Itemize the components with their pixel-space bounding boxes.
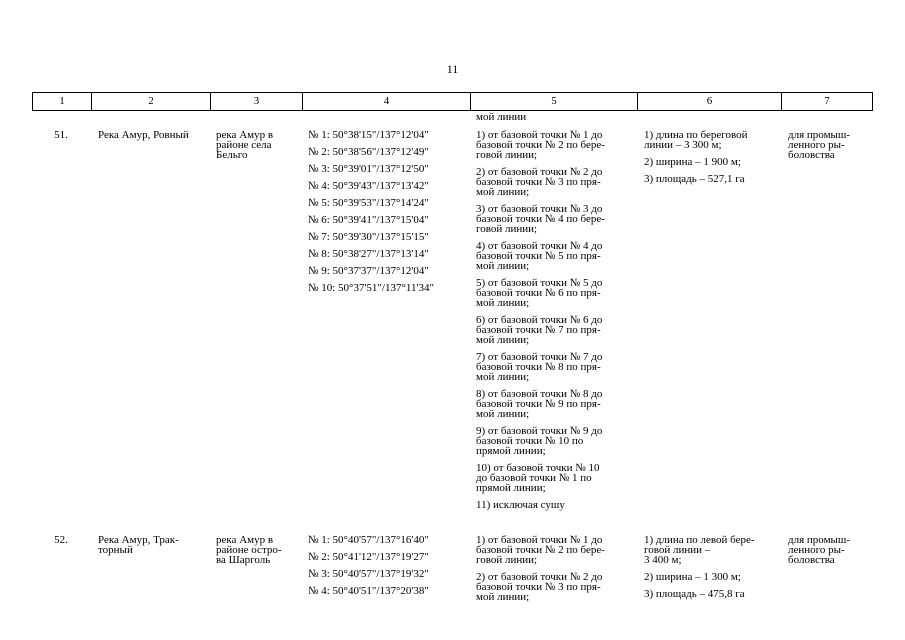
coordinate-entry: № 7: 50°39'30"/137°15'15"	[308, 231, 429, 243]
header-col-7: 7	[824, 95, 830, 107]
boundary-description	[476, 130, 636, 517]
text-line: районе остро-	[216, 544, 282, 556]
text-line: боловства	[788, 149, 835, 161]
text-line: 3) от базовой точки № 3 до	[476, 203, 603, 215]
text-line: ленного ры-	[788, 544, 845, 556]
text-line: 3 400 м;	[644, 554, 682, 566]
water-body-name	[98, 535, 210, 555]
text-line: прямой линии;	[476, 482, 546, 494]
text-line: для промыш-	[788, 129, 851, 141]
water-body-name	[98, 130, 210, 140]
boundary-segment	[476, 426, 636, 456]
header-col-5: 5	[471, 93, 638, 110]
carry-over-text: мой линии	[476, 111, 527, 123]
text-line: прямой линии;	[476, 445, 546, 457]
page-number: 11	[446, 62, 459, 76]
location	[216, 130, 302, 160]
parameter	[644, 572, 784, 582]
text-line: 3) площадь – 475,8 га	[644, 588, 745, 600]
text-line: 1) длина по левой бере-	[644, 534, 755, 546]
text-line: 9) от базовой точки № 9 до	[476, 425, 603, 437]
boundary-segment	[476, 167, 636, 197]
text-line: 2) от базовой точки № 2 до	[476, 571, 603, 583]
text-line: река Амур в	[216, 129, 274, 141]
text-line: базовой точки № 4 по бере-	[476, 213, 605, 225]
text-line: говой линии;	[476, 223, 538, 235]
text-line: мой линии;	[476, 260, 530, 272]
coordinate-entry: № 3: 50°39'01"/137°12'50"	[308, 163, 429, 175]
text-line: 11) исключая сушу	[476, 499, 565, 511]
text-line: базовой точки № 3 по пря-	[476, 581, 601, 593]
text-line: базовой точки № 6 по пря-	[476, 287, 601, 299]
text-line: река Амур в	[216, 534, 274, 546]
text-line: Река Амур, Ровный	[98, 129, 189, 141]
coordinate-entry: № 4: 50°39'43"/137°13'42"	[308, 180, 429, 192]
text-line: базовой точки № 5 по пря-	[476, 250, 601, 262]
text-line: 5) от базовой точки № 5 до	[476, 277, 603, 289]
table-header	[32, 92, 873, 111]
text-line: 1) длина по береговой	[644, 129, 748, 141]
header-col-1: 1	[33, 93, 92, 110]
coordinate-entry: № 10: 50°37'51"/137°11'34"	[308, 282, 434, 294]
text-line: 1) от базовой точки № 1 до	[476, 534, 603, 546]
boundary-segment	[476, 130, 636, 160]
coordinate-entry: № 4: 50°40'51"/137°20'38"	[308, 585, 429, 597]
text-line: базовой точки № 9 по пря-	[476, 398, 601, 410]
coordinate-entry: № 3: 50°40'57"/137°19'32"	[308, 568, 429, 580]
text-line: линии – 3 300 м;	[644, 139, 722, 151]
text-line: базовой точки № 3 по пря-	[476, 176, 601, 188]
coordinate-entry: № 1: 50°40'57"/137°16'40"	[308, 534, 429, 546]
text-line: 4) от базовой точки № 4 до	[476, 240, 603, 252]
boundary-description	[476, 535, 636, 609]
coordinate-entry: № 2: 50°41'12"/137°19'27"	[308, 551, 429, 563]
text-line: мой линии;	[476, 186, 530, 198]
coordinate-entry: № 2: 50°38'56"/137°12'49"	[308, 146, 429, 158]
coordinates	[308, 535, 472, 603]
coordinate-entry: № 1: 50°38'15"/137°12'04"	[308, 129, 429, 141]
boundary-segment	[476, 463, 636, 493]
text-line: мой линии;	[476, 408, 530, 420]
location	[216, 535, 302, 565]
text-line: Река Амур, Трак-	[98, 534, 179, 546]
parameter	[644, 157, 784, 167]
text-line: мой линии;	[476, 334, 530, 346]
coordinate-entry: № 5: 50°39'53"/137°14'24"	[308, 197, 429, 209]
header-col-4: 4	[303, 93, 471, 110]
coordinate-entry: № 9: 50°37'37"/137°12'04"	[308, 265, 429, 277]
purpose	[788, 535, 872, 565]
text-line: до базовой точки № 1 по	[476, 472, 592, 484]
text-line: для промыш-	[788, 534, 851, 546]
parameter	[644, 535, 784, 565]
coordinate-entry: № 8: 50°38'27"/137°13'14"	[308, 248, 429, 260]
text-line: говой линии –	[644, 544, 711, 556]
header-col-6: 6	[638, 93, 782, 110]
boundary-segment	[476, 352, 636, 382]
row-number: 52.	[54, 534, 68, 546]
parameter	[644, 174, 784, 184]
header-col-3: 3	[211, 93, 303, 110]
area-parameters	[644, 130, 784, 191]
boundary-segment	[476, 535, 636, 565]
text-line: базовой точки № 10 по	[476, 435, 584, 447]
boundary-segment	[476, 278, 636, 308]
text-line: Бельго	[216, 149, 248, 161]
text-line: 1) от базовой точки № 1 до	[476, 129, 603, 141]
text-line: боловства	[788, 554, 835, 566]
text-line: ва Шарголь	[216, 554, 271, 566]
text-line: мой линии;	[476, 297, 530, 309]
text-line: 3) площадь – 527,1 га	[644, 173, 745, 185]
text-line: базовой точки № 8 по пря-	[476, 361, 601, 373]
text-line: 2) ширина – 1 300 м;	[644, 571, 741, 583]
boundary-segment	[476, 500, 636, 510]
parameter	[644, 589, 784, 599]
boundary-segment	[476, 204, 636, 234]
coordinates	[308, 130, 472, 300]
text-line: базовой точки № 2 по бере-	[476, 544, 605, 556]
text-line: мой линии;	[476, 591, 530, 603]
text-line: 6) от базовой точки № 6 до	[476, 314, 603, 326]
text-line: говой линии;	[476, 149, 538, 161]
text-line: 2) от базовой точки № 2 до	[476, 166, 603, 178]
boundary-segment	[476, 572, 636, 602]
area-parameters	[644, 535, 784, 606]
boundary-segment	[476, 241, 636, 271]
parameter	[644, 130, 784, 150]
text-line: торный	[98, 544, 133, 556]
boundary-segment	[476, 315, 636, 345]
text-line: мой линии;	[476, 371, 530, 383]
coordinate-entry: № 6: 50°39'41"/137°15'04"	[308, 214, 429, 226]
text-line: базовой точки № 7 по пря-	[476, 324, 601, 336]
text-line: 2) ширина – 1 900 м;	[644, 156, 741, 168]
text-line: 7) от базовой точки № 7 до	[476, 351, 603, 363]
row-number: 51.	[54, 129, 68, 141]
text-line: ленного ры-	[788, 139, 845, 151]
text-line: 8) от базовой точки № 8 до	[476, 388, 603, 400]
header-col-2: 2	[92, 93, 211, 110]
purpose	[788, 130, 872, 160]
boundary-segment	[476, 389, 636, 419]
text-line: районе села	[216, 139, 272, 151]
text-line: 10) от базовой точки № 10	[476, 462, 600, 474]
text-line: говой линии;	[476, 554, 538, 566]
text-line: базовой точки № 2 по бере-	[476, 139, 605, 151]
